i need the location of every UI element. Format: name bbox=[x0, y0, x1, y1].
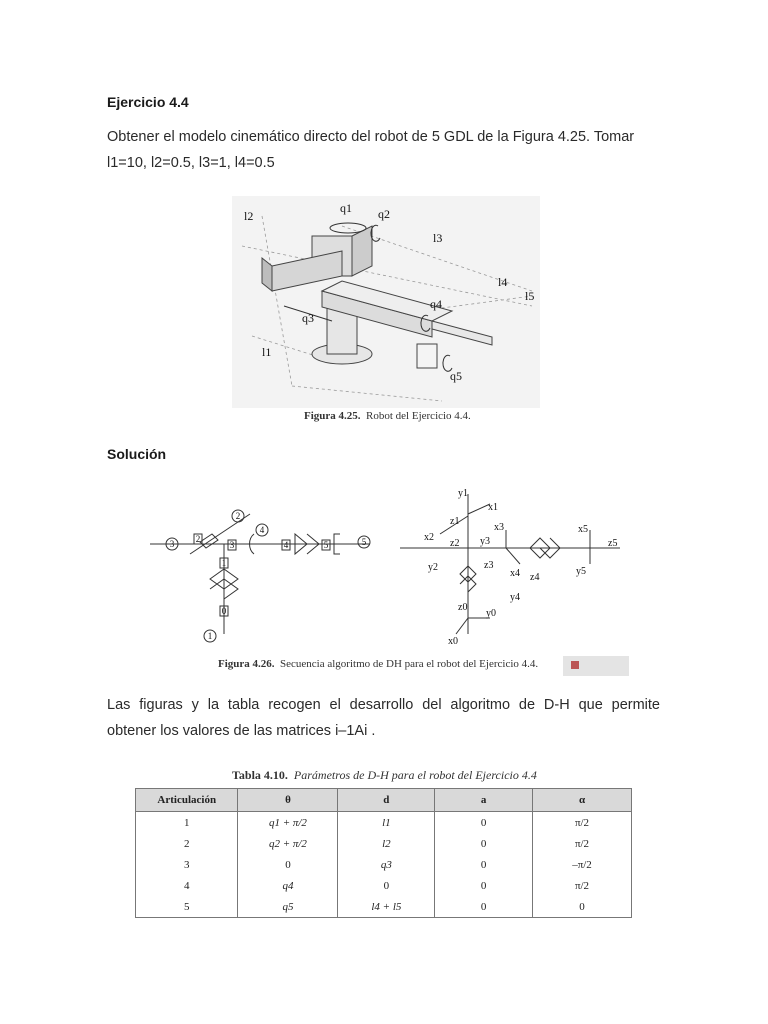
cell: l2 bbox=[338, 833, 435, 854]
frame-y0: y0 bbox=[486, 608, 496, 619]
circle-2: 2 bbox=[235, 511, 241, 521]
box-1: 1 bbox=[221, 558, 227, 568]
statement-line-2: l1=10, l2=0.5, l3=1, l4=0.5 bbox=[107, 155, 275, 171]
header-a: a bbox=[435, 789, 533, 812]
cell: q5 bbox=[238, 896, 338, 918]
label-l1: l1 bbox=[262, 345, 272, 359]
cell: 0 bbox=[238, 854, 338, 875]
figure2-caption-label: Figura 4.26. bbox=[218, 658, 275, 670]
exercise-statement bbox=[107, 124, 667, 176]
frame-z5: z5 bbox=[608, 538, 618, 549]
frame-z2: z2 bbox=[450, 538, 460, 549]
label-q1: q1 bbox=[340, 201, 352, 215]
dh-parameter-table bbox=[135, 788, 632, 918]
table-row bbox=[136, 833, 632, 854]
cell: π/2 bbox=[533, 875, 632, 896]
cell: 0 bbox=[435, 854, 533, 875]
figure1-caption-label: Figura 4.25. bbox=[304, 410, 361, 422]
paragraph-line-2: obtener los valores de las matrices i–1Ai . bbox=[107, 723, 376, 739]
cell: –π/2 bbox=[533, 854, 632, 875]
frame-x1: x1 bbox=[488, 502, 498, 513]
table-row bbox=[136, 875, 632, 896]
cell: π/2 bbox=[533, 812, 632, 834]
cell: l1 bbox=[338, 812, 435, 834]
table-caption-label: Tabla 4.10. bbox=[232, 768, 288, 782]
box-3: 3 bbox=[229, 540, 235, 550]
label-l5: l5 bbox=[525, 289, 535, 303]
cell: 4 bbox=[136, 875, 238, 896]
box-2: 2 bbox=[195, 534, 201, 544]
figure2-caption-text: Secuencia algoritmo de DH para el robot del Ejercicio 4.4. bbox=[280, 658, 539, 670]
frame-z3: z3 bbox=[484, 560, 494, 571]
red-square-icon bbox=[571, 661, 579, 669]
frame-x2: x2 bbox=[424, 532, 434, 543]
frame-x3: x3 bbox=[494, 522, 504, 533]
cell: 0 bbox=[435, 812, 533, 834]
cell: π/2 bbox=[533, 833, 632, 854]
table-row bbox=[136, 854, 632, 875]
frame-x4: x4 bbox=[510, 568, 520, 579]
cell: 5 bbox=[136, 896, 238, 918]
dh-sequence-figure bbox=[150, 484, 630, 650]
circle-3: 3 bbox=[169, 539, 175, 549]
cell: 0 bbox=[533, 896, 632, 918]
cell: 3 bbox=[136, 854, 238, 875]
frame-y5: y5 bbox=[576, 566, 586, 577]
frame-y3: y3 bbox=[480, 536, 490, 547]
table-row bbox=[136, 812, 632, 834]
header-alpha: α bbox=[533, 789, 632, 812]
statement-line-1: Obtener el modelo cinemático directo del robot de 5 GDL de la Figura 4.25. Tomar bbox=[107, 129, 635, 145]
cell: q3 bbox=[338, 854, 435, 875]
header-theta: θ bbox=[238, 789, 338, 812]
box-0: 0 bbox=[221, 606, 227, 616]
cell: q2 + π/2 bbox=[238, 833, 338, 854]
frame-x5: x5 bbox=[578, 524, 588, 535]
table-caption-text: Parámetros de D-H para el robot del Ejercicio 4.4 bbox=[293, 768, 537, 782]
circle-5: 5 bbox=[361, 537, 367, 547]
label-q2: q2 bbox=[378, 207, 390, 221]
figure1-caption bbox=[304, 410, 471, 422]
solution-title: Solución bbox=[107, 446, 167, 462]
frame-z4: z4 bbox=[530, 572, 540, 583]
cell: 0 bbox=[435, 875, 533, 896]
table-caption bbox=[232, 768, 537, 783]
frame-y1: y1 bbox=[458, 488, 468, 499]
circle-4: 4 bbox=[259, 525, 265, 535]
label-l2: l2 bbox=[244, 209, 254, 223]
label-q3: q3 bbox=[302, 311, 314, 325]
exercise-title: Ejercicio 4.4 bbox=[107, 94, 189, 110]
paragraph-line-1: Las figuras y la tabla recogen el desarrollo del algoritmo de D-H que permite bbox=[107, 697, 660, 713]
box-5: 5 bbox=[323, 540, 329, 550]
frame-z1: z1 bbox=[450, 516, 460, 527]
table-row bbox=[136, 896, 632, 918]
cell: 1 bbox=[136, 812, 238, 834]
right-diagram-labels bbox=[424, 488, 617, 647]
label-q4: q4 bbox=[430, 297, 442, 311]
dh-paragraph bbox=[107, 692, 660, 744]
cell: q4 bbox=[238, 875, 338, 896]
frame-x0: x0 bbox=[448, 636, 458, 647]
cell: 0 bbox=[338, 875, 435, 896]
cell: 2 bbox=[136, 833, 238, 854]
cell: 0 bbox=[435, 833, 533, 854]
frame-y2: y2 bbox=[428, 562, 438, 573]
thumbnail-strip bbox=[563, 656, 629, 676]
figure1-caption-text: Robot del Ejercicio 4.4. bbox=[366, 410, 471, 422]
label-l3: l3 bbox=[433, 231, 443, 245]
robot-figure bbox=[232, 196, 540, 408]
cell: l4 + l5 bbox=[338, 896, 435, 918]
circle-1: 1 bbox=[207, 631, 213, 641]
frame-y4: y4 bbox=[510, 592, 520, 603]
figure2-caption bbox=[218, 658, 538, 670]
box-4: 4 bbox=[283, 540, 289, 550]
cell: 0 bbox=[435, 896, 533, 918]
frame-z0: z0 bbox=[458, 602, 468, 613]
cell: q1 + π/2 bbox=[238, 812, 338, 834]
label-q5: q5 bbox=[450, 369, 462, 383]
header-articulacion: Articulación bbox=[136, 789, 238, 812]
table-header-row bbox=[136, 789, 632, 812]
label-l4: l4 bbox=[498, 275, 508, 289]
header-d: d bbox=[338, 789, 435, 812]
